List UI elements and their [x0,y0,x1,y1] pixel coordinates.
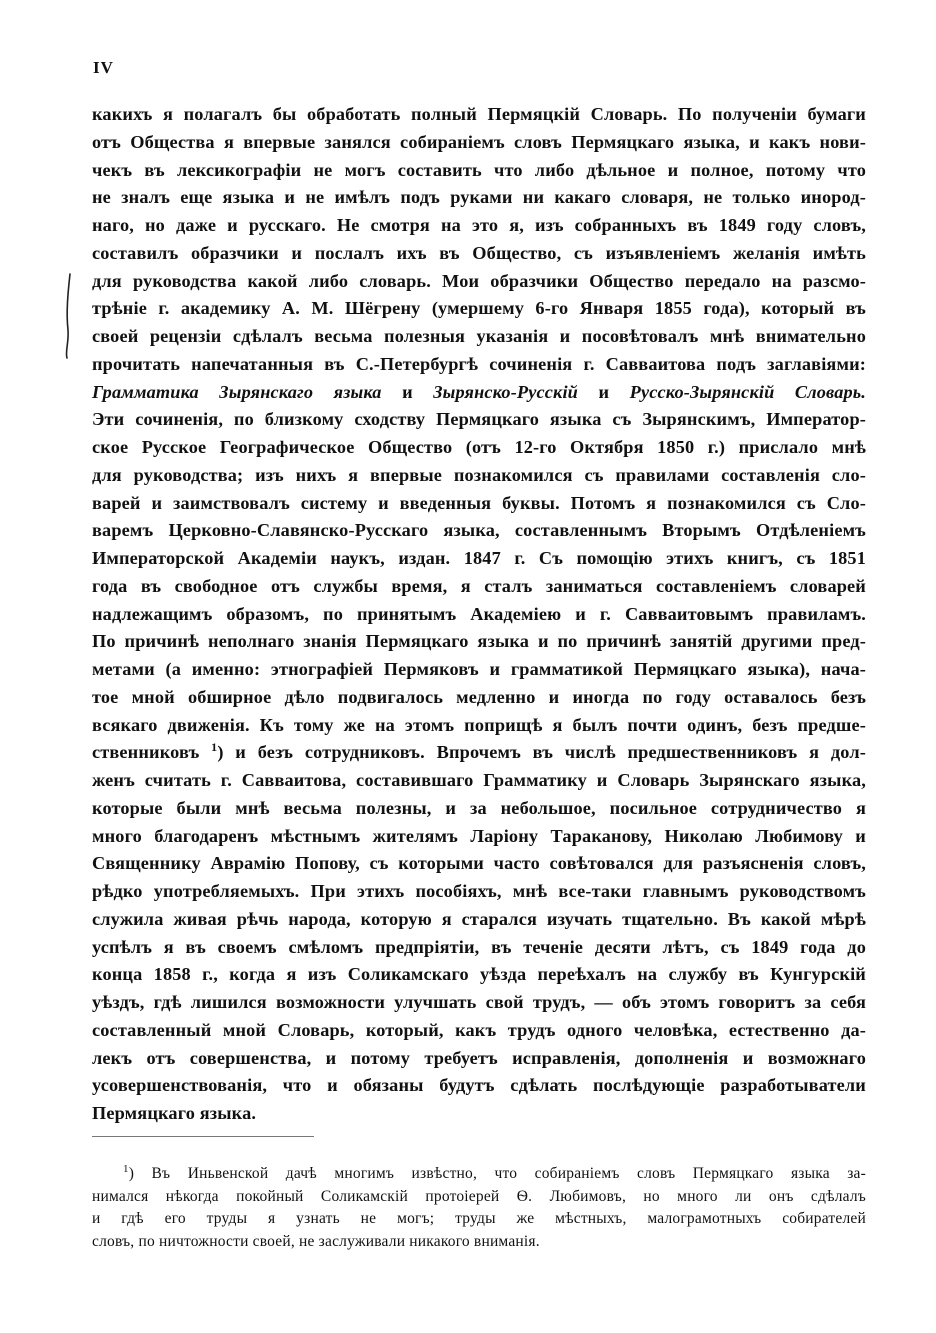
text-line: составленный мной Словарь, который, какъ трудъ одного человѣка, естественно да- [92,1019,866,1040]
text-line: уѣздъ, гдѣ лишился возможности улучшать свой трудъ, — объ этомъ говоритъ за себя [92,992,866,1012]
text-line: По причинѣ неполнаго знанія Пермяцкаго языка и по причинѣ занятій другими пред- [92,631,866,652]
text-line: трѣніе г. академику А. М. Шёгрену (умершему 6-го Января 1855 года), который въ [92,298,866,319]
text-line: успѣлъ я въ своемъ смѣломъ предпріятіи, въ теченіе десяти лѣтъ, съ 1849 года до [92,936,866,957]
text-line: много благодаренъ мѣстнымъ жителямъ Ларіону Тараканову, Николаю Любимову и [92,825,866,846]
title-rus-zyr: Русско-Зырянскій Словарь. [629,381,867,402]
text-line: служила живая рѣчь народа, которую я старался изучать тщательно. Въ какой мѣрѣ [92,908,866,929]
footnote-line: словъ, по ничтожности своей, не заслуживали никакого вниманія. [92,1233,540,1251]
text-line: своей рецензіи сдѣлалъ весьма полезныя указанія и посовѣтовалъ мнѣ внимательно [92,326,866,346]
text-line: усовершенствованія, что и обязаны будутъ сдѣлать послѣдующіе разработыватели [92,1075,866,1096]
title-zyr-rus: Зырянско-Русскій [433,381,579,402]
text-line: наго, но даже и русскаго. Не смотря на это я, изъ собранныхъ въ 1849 году словъ, [92,215,866,235]
text-line: для руководства; изъ нихъ я впервые познакомился съ правилами составленія сло- [92,464,866,485]
text-line: какихъ я полагалъ бы обработать полный Пермяцкій Словарь. По полученіи бумаги [92,104,866,124]
titles-line [92,379,866,407]
text-line: не зналъ еще языка и не имѣлъ подъ руками ни какаго словаря, не только инород- [92,187,866,208]
text-fragment: ) Въ Иньвенской дачѣ многимъ извѣстно, что собираніемъ словъ Пермяцкаго языка за- [128,1165,866,1182]
text-line: лекъ отъ совершенства, и потому требуетъ исправленія, дополненія и возможнаго [92,1047,866,1068]
text-line: для руководства какой либо словарь. Мои образчики Общество передало на разсмо- [92,270,866,291]
text-line: прочитать напечатанныя въ С.-Петербургѣ сочиненія г. Савваитова подъ заглавіями: [92,353,866,374]
main-text [92,101,866,1128]
footnote-marker: 1 [123,1162,129,1175]
text-line: Эти сочиненія, по близкому сходству Пермяцкаго языка съ Зырянскимъ, Император- [92,409,866,430]
footnote-line [92,1163,866,1186]
margin-pencil-mark [56,272,80,360]
text-fragment: ) и безъ сотрудниковъ. Впрочемъ въ числѣ предшественниковъ я дол- [217,742,867,763]
text-line: женъ считать г. Савваитова, составившаго Грамматику и Словарь Зырянскаго языка, [92,770,866,790]
text-line: варей и заимствовалъ систему и введенныя буквы. Потомъ я познакомился съ Сло- [92,492,866,513]
text-line: Пермяцкаго языка. [92,1103,257,1123]
footnote-ref-line [92,739,866,767]
footnote [92,1163,866,1254]
text-line: которые были мнѣ весьма полезны, и за небольшое, посильное сотрудничество я [92,797,866,818]
text-line: варемъ Церковно-Славянско-Русскаго языка, составленнымъ Вторымъ Отдѣленіемъ [92,520,866,541]
title-grammar: Грамматика Зырянскаго языка [92,381,382,402]
text-line: рѣдко употребляемыхъ. При этихъ пособіяхъ, мнѣ все-таки главнымъ руководствомъ [92,881,866,901]
text-line: отъ Общества я впервые занялся собираніемъ словъ Пермяцкаго языка, и какъ нови- [92,131,866,152]
text-line: метами (а именно: этнографіей Пермяковъ и грамматикой Пермяцкаго языка), нача- [92,659,866,679]
text-line: надлежащимъ образомъ, по принятымъ Академіею и г. Савваитовымъ правиламъ. [92,603,866,624]
text-line: конца 1858 г., когда я изъ Соликамскаго уѣзда переѣхалъ на службу въ Кунгурскій [92,964,866,985]
footnote-reference[interactable]: 1 [211,740,218,755]
text-line: Священнику Аврамію Попову, съ которыми часто совѣтовался для разъясненія словъ, [92,853,866,874]
text-line: чекъ въ лексикографіи не могъ составить что либо дѣльное и полное, потому что [92,159,866,180]
conjunction: и [578,381,630,402]
text-line: ское Русское Географическое Общество (отъ 12-го Октября 1850 г.) прислало мнѣ [92,437,866,457]
footnote-line: нимался нѣкогда покойный Соликамскій протоіерей Ѳ. Любимовъ, но много ли онъ сдѣлалъ [92,1187,866,1205]
text-line: всякаго движенія. Къ тому же на этомъ поприщѣ я былъ почти одинъ, безъ предше- [92,714,866,735]
page-number: IV [93,58,114,77]
footnote-line: и гдѣ его труды я узнать не могъ; труды же мѣстныхъ, малограмотныхъ собирателей [92,1210,866,1228]
text-fragment: ственниковъ [92,742,212,763]
text-line: года въ свободное отъ службы время, я сталъ заниматься составленіемъ словарей [92,575,866,596]
footnote-separator [92,1136,314,1137]
text-line: Императорской Академіи наукъ, издан. 1847 г. Съ помощію этихъ книгъ, съ 1851 [92,548,866,568]
conjunction: и [381,381,434,402]
text-line: тое мной обширное дѣло подвигалось медленно и иногда по году оставалось безъ [92,686,866,707]
text-line: составилъ образчики и послалъ ихъ въ Общество, съ изъявленіемъ желанія имѣть [92,242,866,263]
